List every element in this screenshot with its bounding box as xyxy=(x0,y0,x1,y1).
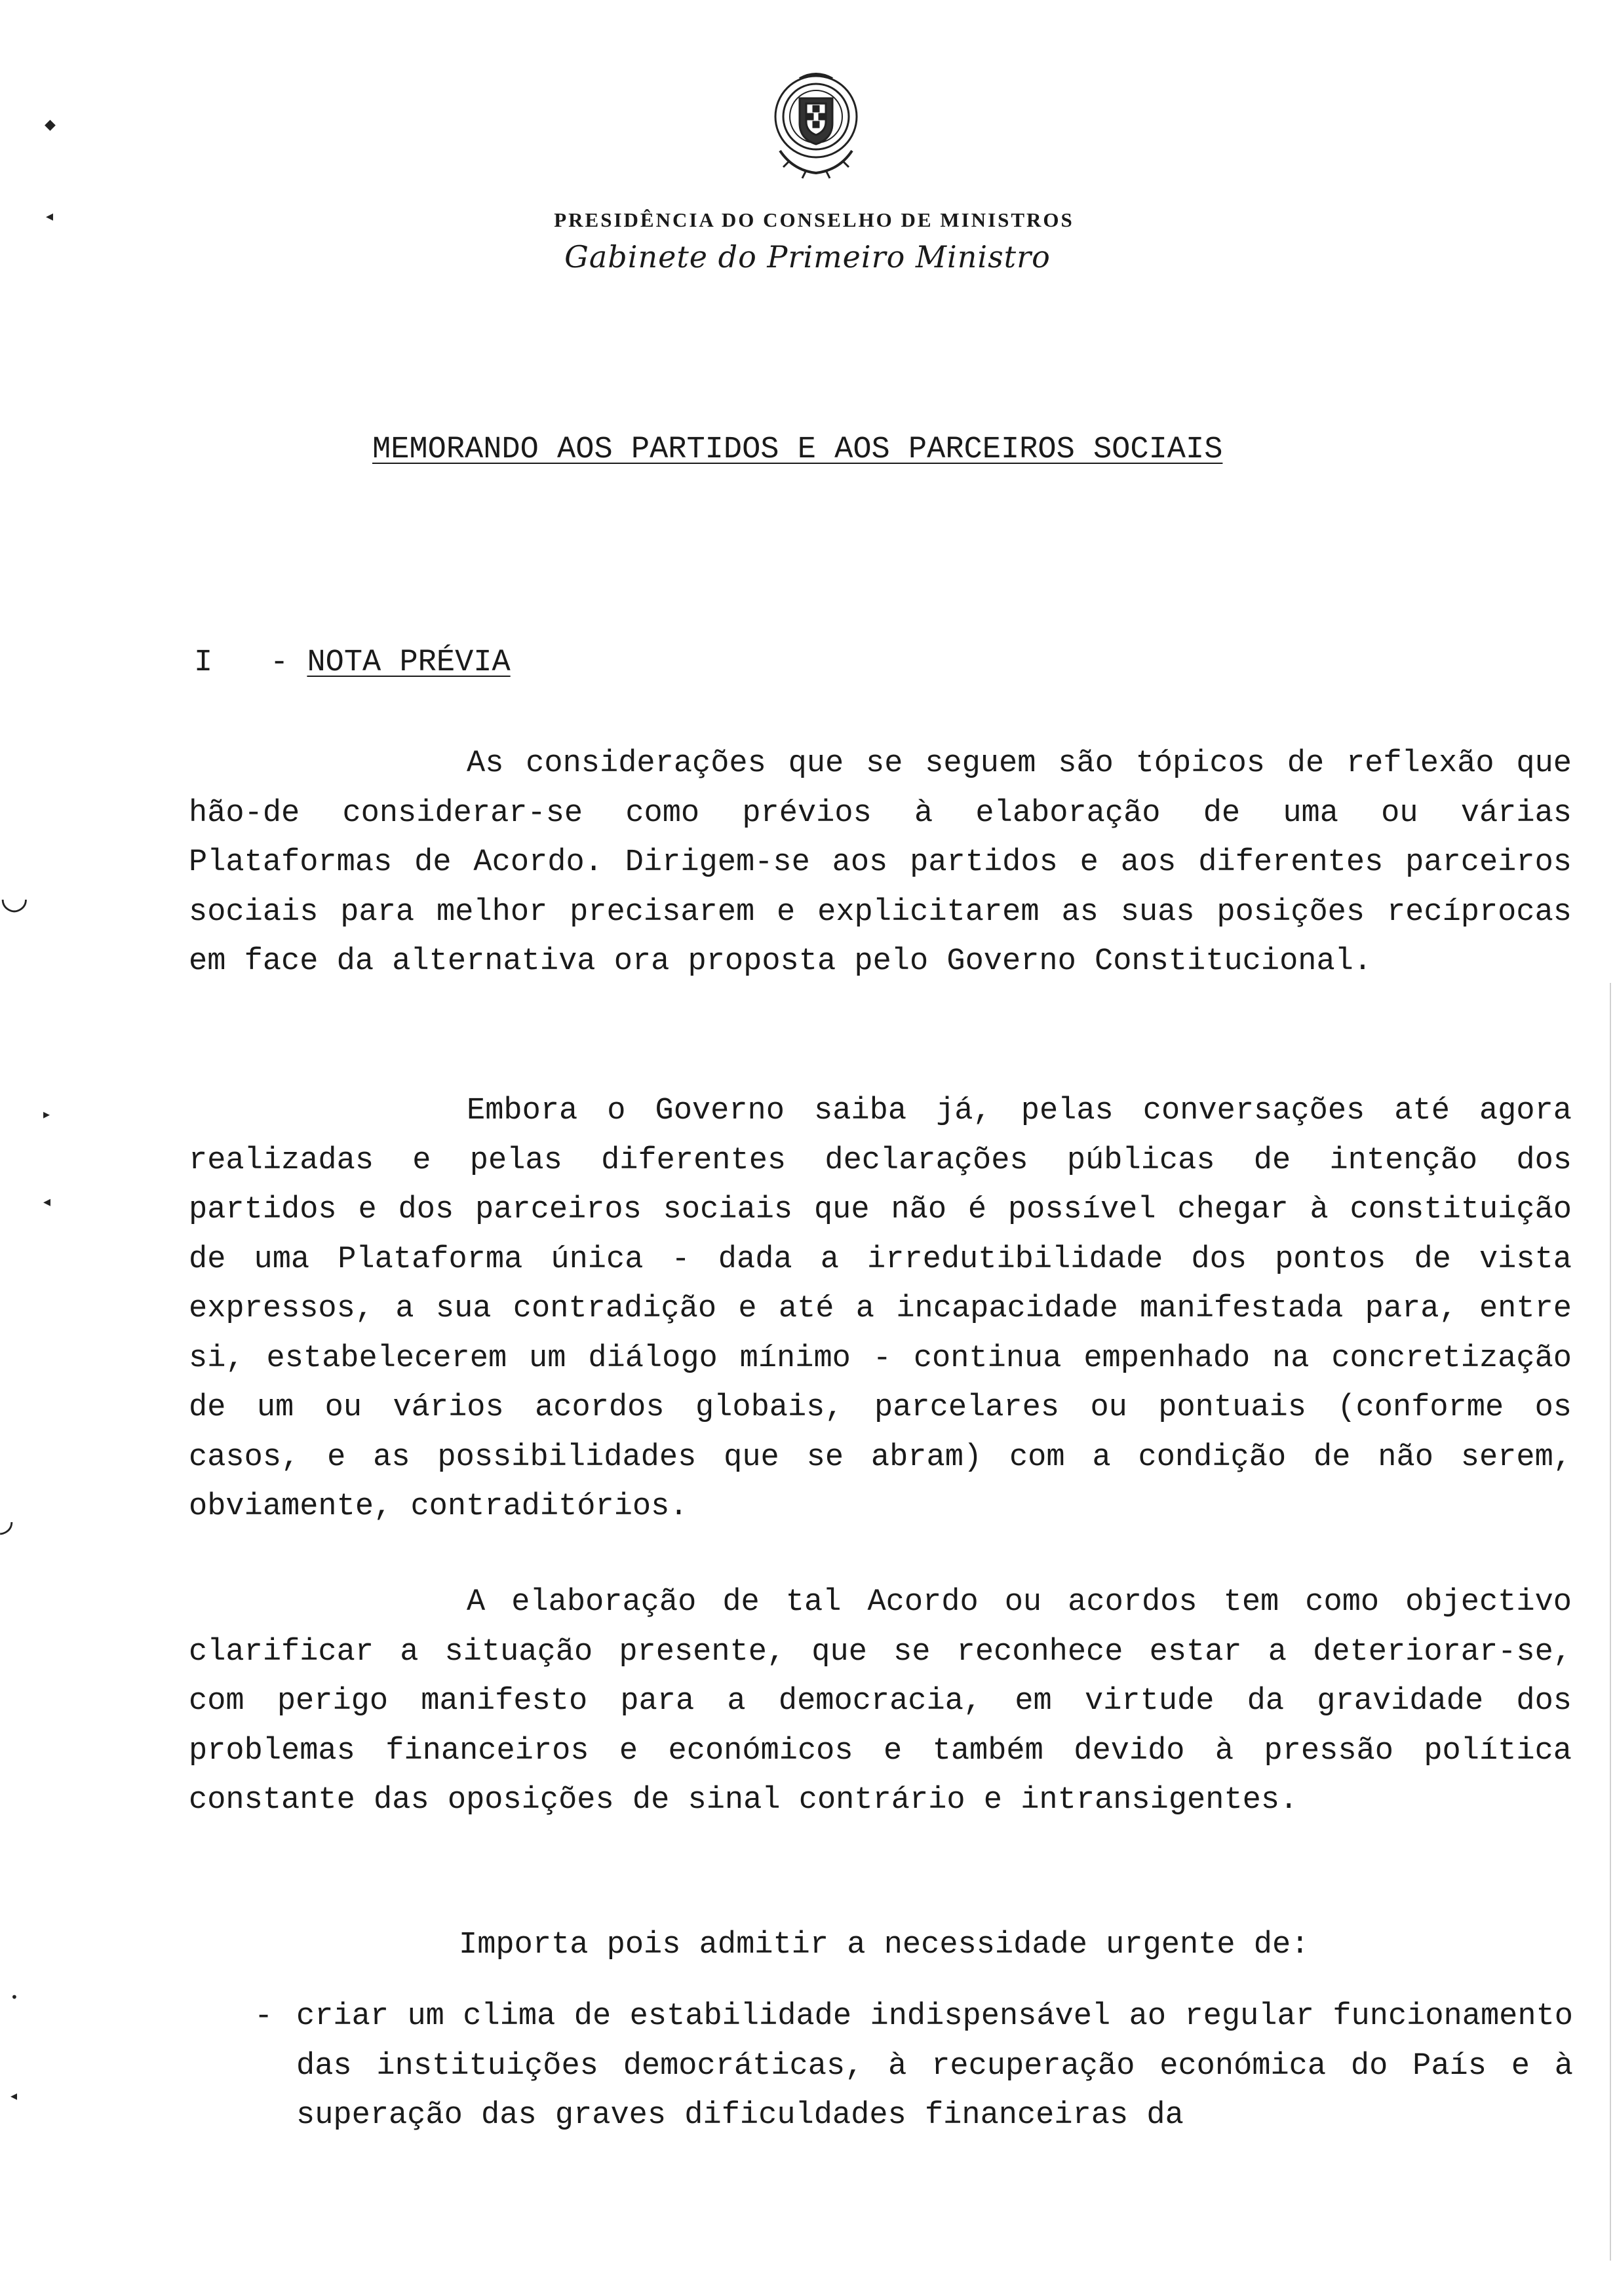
scan-artifact: ◡ xyxy=(0,878,29,916)
scan-artifact: ◂ xyxy=(10,2088,18,2103)
paragraph-3: A elaboração de tal Acordo ou acordos tem como objectivo clarificar a situação presente, que se reconhece estar a deteriorar-se, com perigo manifesto para a democracia, em virtude da gravidade dos problemas financeiros e económicos e também devido à pressão política constante das oposições de sinal contrário e intransigentes. xyxy=(189,1585,1572,1818)
section-title: NOTA PRÉVIA xyxy=(307,645,511,680)
list-intro: Importa pois admitir a necessidade urgente de: xyxy=(459,1928,1310,1962)
scan-artifact: ◂ xyxy=(46,208,54,225)
scan-artifact: ◂ xyxy=(43,1194,51,1210)
paragraph-2: Embora o Governo saiba já, pelas conversações até agora realizadas e pelas diferentes declarações públicas de intenção dos partidos e dos parceiros sociais que não é possível chegar à constituição de uma Plataforma única - dada a irredutibilidade dos pontos de vista expressos, a sua contradição e até a incapacidade manifestada para, entre si, estabelecerem um diálogo mínimo - continua empenhado na concretização de um ou vários acordos globais, parcelares ou pontuais (conforme os casos, e as possibilidades que se abram) com a condição de não serem, obviamente, contraditórios. xyxy=(189,1094,1572,1524)
scan-artifact: ◆ xyxy=(45,117,56,133)
scan-artifact: • xyxy=(10,1989,18,2005)
organization-name: PRESIDÊNCIA DO CONSELHO DE MINISTROS xyxy=(554,208,1074,231)
section-heading xyxy=(194,645,511,680)
section-dash: - xyxy=(270,645,289,680)
list-item-text: criar um clima de estabilidade indispensável ao regular funcionamento das instituições democráticas, à recuperação económica do País e à superação das graves dificuldades financeiras da xyxy=(296,1999,1573,2133)
scan-artifact: ▸ xyxy=(43,1106,50,1122)
document-title: MEMORANDO AOS PARTIDOS E AOS PARCEIROS SOCIAIS xyxy=(372,432,1223,467)
office-name: Gabinete do Primeiro Ministro xyxy=(564,239,1051,275)
coat-of-arms-icon xyxy=(760,66,872,183)
list-item xyxy=(254,1992,1573,2141)
scan-artifact: ◞ xyxy=(0,1501,13,1539)
paragraph-1: As considerações que se seguem são tópicos de reflexão que hão-de considerar-se como prévios à elaboração de uma ou várias Plataformas de Acordo. Dirigem-se aos partidos e aos diferentes parceiros sociais para melhor precisarem e explicitarem as suas posições recíprocas em face da alternativa ora proposta pelo Governo Constitucional. xyxy=(189,746,1572,979)
section-number: I xyxy=(194,645,213,680)
scan-edge-line xyxy=(1610,983,1611,2261)
list-item-dash: - xyxy=(254,1999,273,2034)
